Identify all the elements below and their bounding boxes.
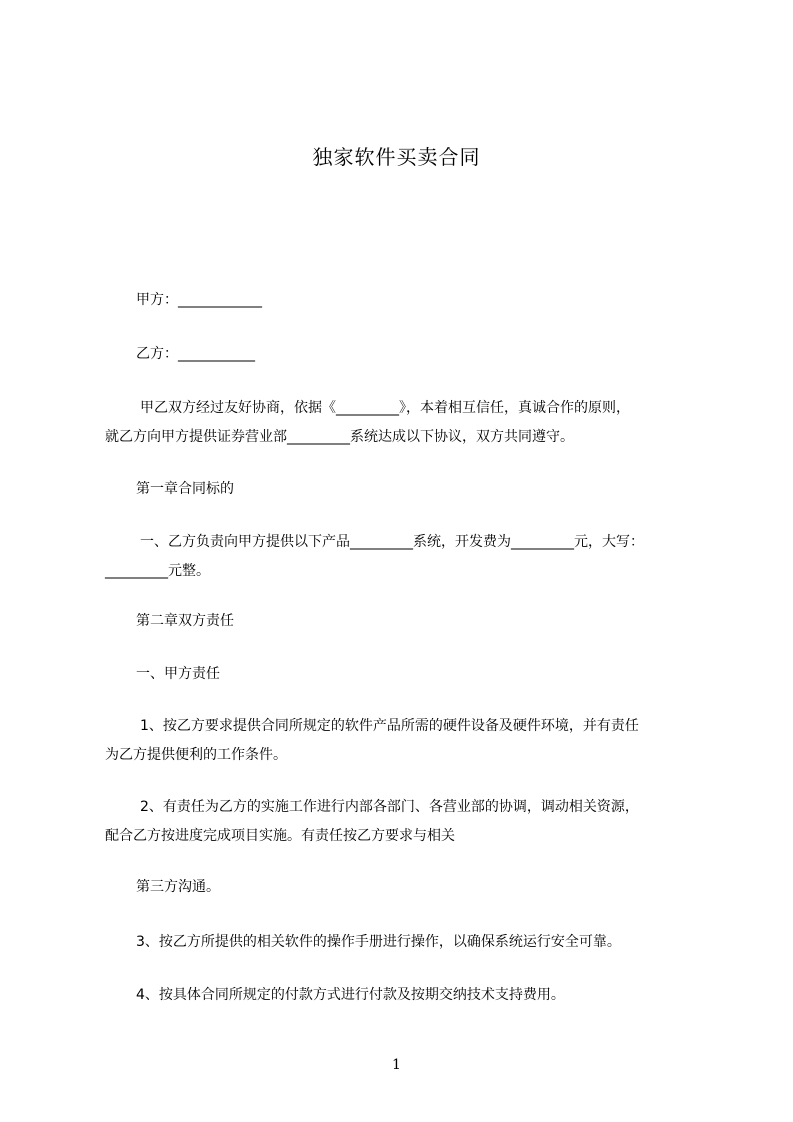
duty-3-line: 3、按乙方所提供的相关软件的操作手册进行操作，以确保系统运行安全可靠。 <box>136 934 621 950</box>
document-title: 独家软件买卖合同 <box>312 145 481 169</box>
preamble-line-2: 就乙方向甲方提供证券营业部_________系统达成以下协议，双方共同遵守。 <box>105 429 574 445</box>
chapter-1-item-1-line-1: 一、乙方负责向甲方提供以下产品_________系统，开发费为_________元，大写： <box>140 534 644 550</box>
chapter-1-item-1-line-2: _________元整。 <box>105 563 210 579</box>
duty-2-continuation: 第三方沟通。 <box>136 879 220 895</box>
party-a-duty-heading: 一、甲方责任 <box>136 666 220 682</box>
party-a-line: 甲方：____________ <box>136 292 262 308</box>
duty-1-line-1: 1、按乙方要求提供合同所规定的软件产品所需的硬件设备及硬件环境，并有责任 <box>140 718 639 734</box>
duty-2-line-1: 2、有责任为乙方的实施工作进行内部各部门、各营业部的协调，调动相关资源， <box>140 799 639 815</box>
party-b-line: 乙方：___________ <box>136 346 255 362</box>
page-number: 1 <box>392 1057 401 1073</box>
preamble-line-1: 甲乙双方经过友好协商，依据《_________》，本着相互信任，真诚合作的原则， <box>140 400 630 416</box>
duty-4-line: 4、按具体合同所规定的付款方式进行付款及按期交纳技术支持费用。 <box>136 987 565 1003</box>
chapter-1-heading: 第一章合同标的 <box>136 481 234 497</box>
chapter-2-heading: 第二章双方责任 <box>136 613 234 629</box>
duty-1-line-2: 为乙方提供便利的工作条件。 <box>105 747 287 763</box>
duty-2-line-2: 配合乙方按进度完成项目实施。有责任按乙方要求与相关 <box>105 828 455 844</box>
